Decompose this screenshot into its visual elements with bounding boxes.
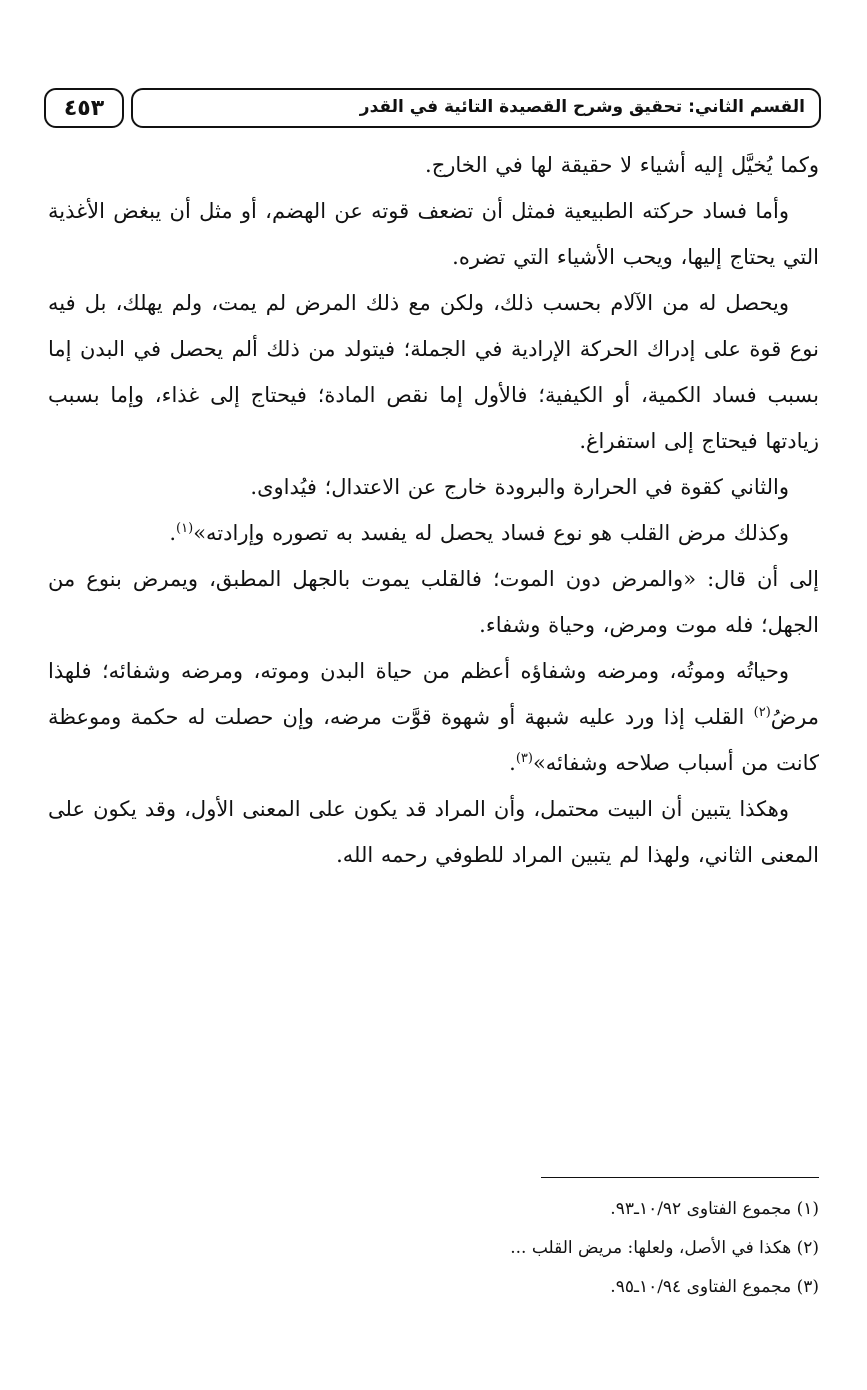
- footnote-2: (٢) هكذا في الأصل، ولعلها: مريض القلب ...: [510, 1238, 819, 1258]
- footnote-3: (٣) مجموع الفتاوى ١٠/٩٤ـ٩٥.: [610, 1277, 819, 1297]
- paragraph-text: والثاني كقوة في الحرارة والبرودة خارج عن الاعتدال؛ فيُداوى.: [250, 475, 789, 499]
- footnote-ref-1[interactable]: (١): [176, 521, 194, 536]
- paragraph-text: إلى أن قال: «والمرض دون الموت؛ فالقلب يموت بالجهل المطبق، ويمرض بنوع من الجهل؛ فله موت ومرض، وحياة وشفاء.: [48, 567, 819, 637]
- paragraph-2: [48, 188, 819, 280]
- body-text: [48, 142, 819, 878]
- paragraph-5: [48, 510, 819, 556]
- paragraph-text: ويحصل له من الآلام بحسب ذلك، ولكن مع ذلك المرض لم يمت، ولم يهلك، بل فيه نوع قوة على إدراك الحركة الإرادية في الجملة؛ فيتولد من ذلك ألم يحصل في البدن إما بسبب فساد الكمية، أو الكيفية؛ فالأول إما نقص المادة؛ فيحتاج إلى غذاء، وإما بسبب زيادتها فيحتاج إلى استفراغ.: [48, 291, 819, 453]
- paragraph-text: وأما فساد حركته الطبيعية فمثل أن تضعف قوته عن الهضم، أو مثل أن يبغض الأغذية التي يحتاج إليها، ويحب الأشياء التي تضره.: [48, 199, 819, 269]
- footnote-divider: [541, 1177, 819, 1178]
- running-title: القسم الثاني: تحقيق وشرح القصيدة التائية في القدر: [131, 88, 821, 128]
- footnote-1: (١) مجموع الفتاوى ١٠/٩٢ـ٩٣.: [610, 1199, 819, 1219]
- paragraph-text: وحياتُه وموتُه، ومرضه وشفاؤه أعظم من حياة البدن وموته، ومرضه وشفائه؛ فلهذا مرضُ: [48, 659, 819, 729]
- paragraph-3: [48, 280, 819, 464]
- paragraph-text: وهكذا يتبين أن البيت محتمل، وأن المراد قد يكون على المعنى الأول، وقد يكون على المعنى الثاني، ولهذا لم يتبين المراد للطوفي رحمه الله.: [48, 797, 819, 867]
- paragraph-6: [48, 556, 819, 648]
- paragraph-1: [48, 142, 819, 188]
- paragraph-text-tail: .: [509, 751, 516, 775]
- footnote-ref-2[interactable]: (٢): [753, 705, 771, 720]
- paragraph-text: وكذلك مرض القلب هو نوع فساد يحصل له يفسد به تصوره وإرادته»: [193, 521, 789, 545]
- paragraph-7: [48, 648, 819, 786]
- paragraph-text-tail: القلب إذا ورد عليه شبهة أو شهوة قوَّت مرضه، وإن حصلت له حكمة وموعظة كانت من أسباب صلاحه وشفائه»: [48, 705, 819, 775]
- paragraph-4: [48, 464, 819, 510]
- page-number: ٤٥٣: [44, 88, 124, 128]
- paragraph-8: [48, 786, 819, 878]
- footnotes: [48, 1190, 819, 1307]
- paragraph-text-tail: .: [169, 521, 177, 545]
- running-header: [44, 88, 821, 130]
- paragraph-text: وكما يُخيَّل إليه أشياء لا حقيقة لها في الخارج.: [425, 153, 819, 177]
- footnote-ref-3[interactable]: (٣): [515, 751, 533, 766]
